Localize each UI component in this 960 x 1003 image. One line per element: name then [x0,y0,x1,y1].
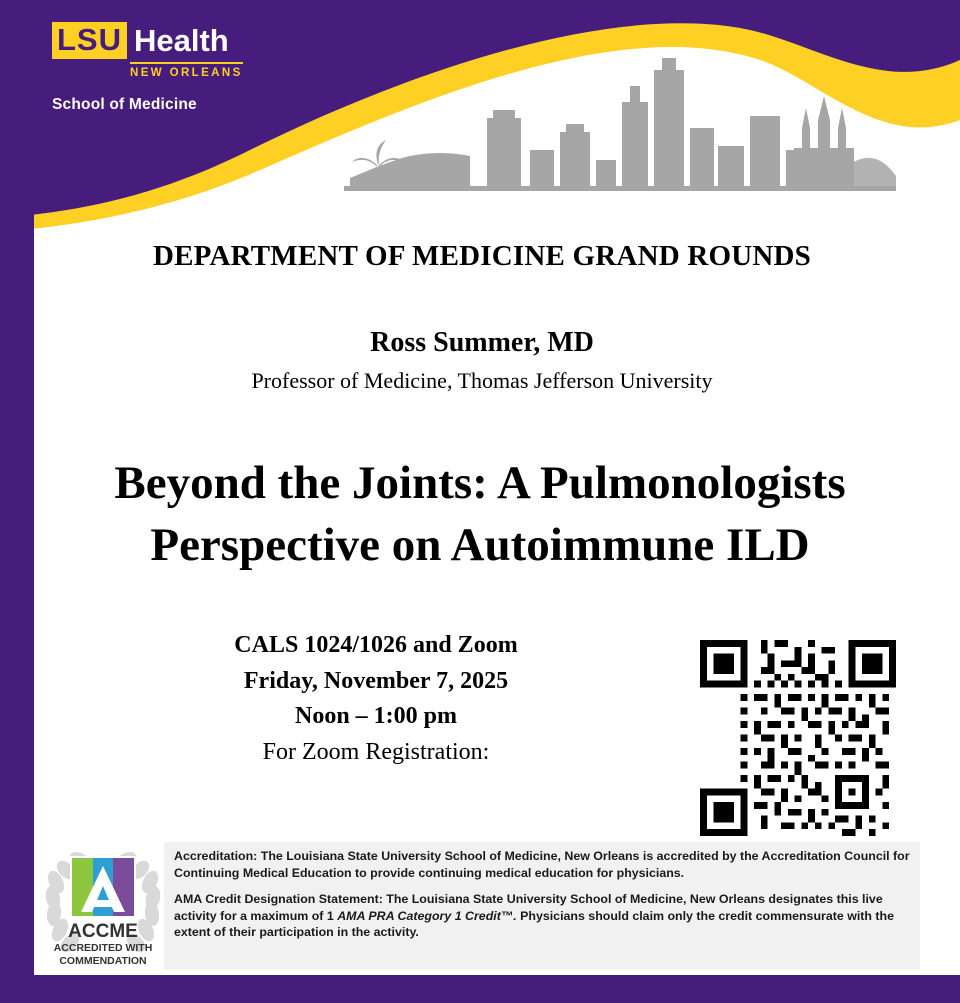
lsu-health-logo [52,22,332,114]
logo-school-text: School of Medicine [52,96,197,113]
speaker-affiliation: Professor of Medicine, Thomas Jefferson University [251,368,713,393]
credit-designation-post: Physicians should claim only the credit commensurate with the extent of their participation in the activity. [174,908,894,939]
logo-lsu-text: LSU [52,22,127,59]
bottom-purple-bar [0,975,960,1003]
accreditation-paragraph: Accreditation: The Louisiana State University School of Medicine, New Orleans is accredited by the Accreditation Council for Continuing Medical Education to provide continuing medical education for physicians. [174,849,910,880]
qr-code-icon[interactable] [694,640,902,836]
logo-campus-text: NEW ORLEANS [130,62,243,79]
event-time: Noon – 1:00 pm [294,703,457,730]
credit-designation-paragraph [174,891,912,941]
logo-health-text: Health [134,23,229,58]
header-banner [0,0,960,232]
svg-text:COMMENDATION: COMMENDATION [59,955,147,967]
department-title: DEPARTMENT OF MEDICINE GRAND ROUNDS [153,240,811,272]
talk-title: Beyond the Joints: A Pulmonologists Perspective on Autoimmune ILD [114,457,846,572]
speaker-name: Ross Summer, MD [370,327,594,358]
event-location: CALS 1024/1026 and Zoom [234,632,518,658]
accme-badge-icon [42,842,164,970]
svg-text:ACCME: ACCME [68,921,138,942]
credit-designation-pre: AMA Credit Designation Statement: The Louisiana State University School of Medicine, New Orleans designates this live activity for a maximum of 1 [174,892,883,923]
credit-designation-italic: AMA PRA Category 1 Credit™. [337,908,517,923]
event-details [96,628,656,770]
accreditation-text [164,842,920,970]
zoom-registration-label: For Zoom Registration: [262,738,490,765]
event-date: Friday, November 7, 2025 [243,667,509,694]
accreditation-footer [34,842,920,975]
svg-text:ACCREDITED WITH: ACCREDITED WITH [53,942,153,954]
